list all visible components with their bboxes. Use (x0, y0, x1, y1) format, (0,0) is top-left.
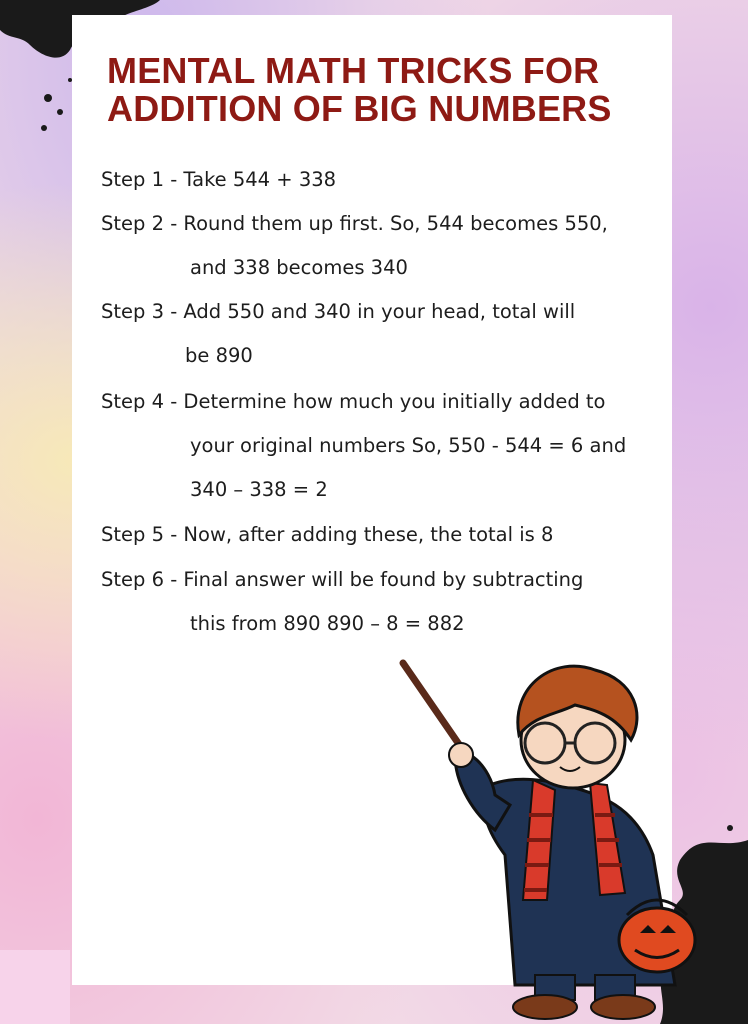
background-patch (0, 950, 70, 1024)
step-6: Step 6 - Final answer will be found by subtracting (101, 568, 584, 591)
step-5: Step 5 - Now, after adding these, the total is 8 (101, 523, 554, 546)
step-2: Step 2 - Round them up first. So, 544 becomes 550, (101, 212, 608, 235)
step-1: Step 1 - Take 544 + 338 (101, 168, 337, 191)
title-line-2: ADDITION OF BIG NUMBERS (107, 88, 612, 129)
step-6-continuation: this from 890 890 – 8 = 882 (190, 612, 465, 635)
step-3: Step 3 - Add 550 and 340 in your head, total will (101, 300, 576, 323)
wizard-boy-illustration (395, 655, 705, 1024)
step-4-continuation-1: your original numbers So, 550 - 544 = 6 and (190, 434, 627, 457)
step-4: Step 4 - Determine how much you initially added to (101, 390, 606, 413)
title-line-1: MENTAL MATH TRICKS FOR (107, 50, 600, 91)
step-4-continuation-2: 340 – 338 = 2 (190, 478, 328, 501)
page-title (107, 52, 612, 128)
step-2-continuation: and 338 becomes 340 (190, 256, 408, 279)
step-3-continuation: be 890 (185, 344, 253, 367)
